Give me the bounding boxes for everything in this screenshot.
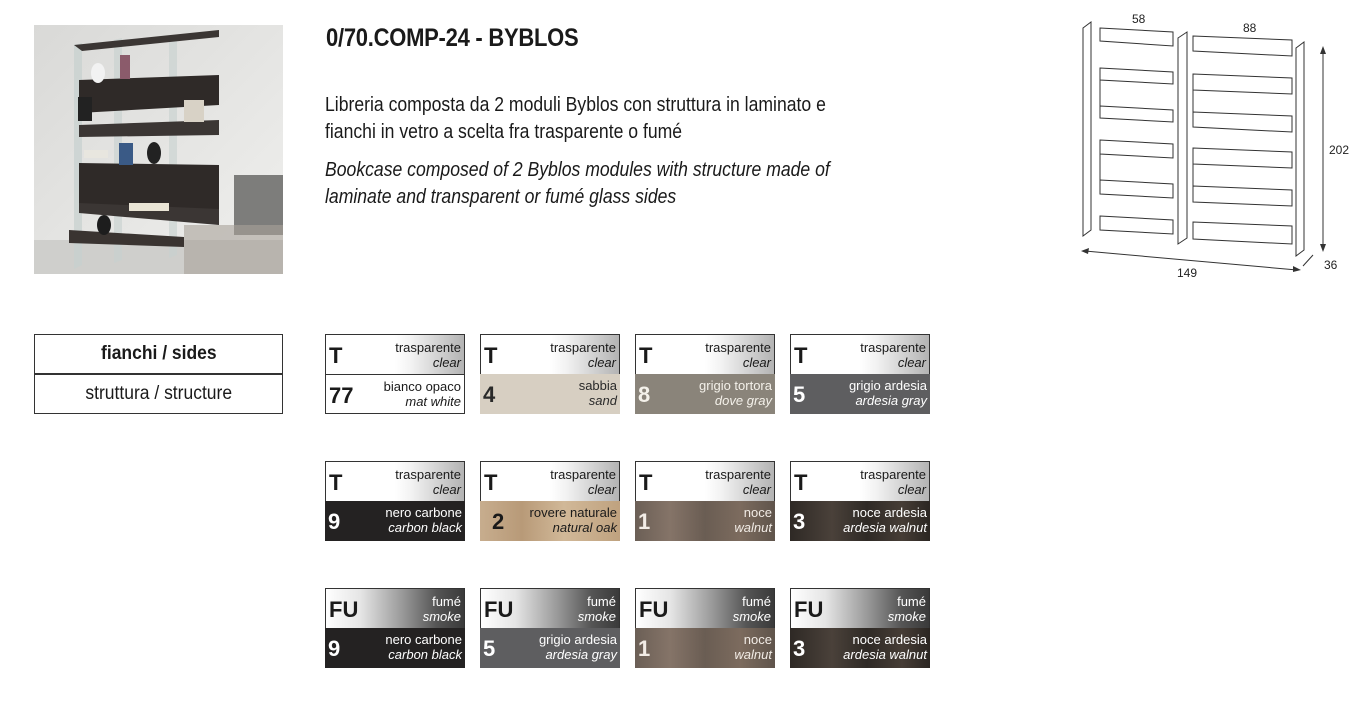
- structure-label-it: sabbia: [578, 378, 617, 393]
- structure-finish-walnut: [635, 501, 775, 541]
- structure-code: 4: [483, 382, 496, 407]
- side-label-en: clear: [897, 355, 926, 370]
- side-finish-clear: [480, 461, 620, 501]
- side-label-it: trasparente: [860, 467, 926, 482]
- structure-label: [385, 505, 462, 535]
- structure-code: 8: [638, 382, 651, 407]
- legend-structure-label: struttura / structure: [85, 383, 232, 404]
- side-code: T: [484, 470, 498, 495]
- side-label: [888, 594, 926, 624]
- structure-label-it: nero carbone: [385, 505, 462, 520]
- structure-label-en: natural oak: [552, 520, 617, 535]
- swatch-card[interactable]: [790, 334, 930, 414]
- structure-label-en: ardesia walnut: [843, 647, 927, 662]
- structure-label: [734, 505, 772, 535]
- side-label-en: smoke: [732, 609, 771, 624]
- swatch-card[interactable]: [635, 588, 775, 668]
- side-label-it: trasparente: [705, 340, 771, 355]
- side-label-it: trasparente: [705, 467, 771, 482]
- swatch-card[interactable]: [325, 588, 465, 668]
- side-label-en: clear: [432, 355, 461, 370]
- structure-code: 9: [328, 509, 341, 534]
- legend-structure: [34, 374, 283, 414]
- dimension-width-left: 58: [1132, 12, 1146, 26]
- swatch-card[interactable]: [790, 461, 930, 541]
- structure-finish-mat-white: [325, 374, 465, 414]
- structure-finish-ardesia-walnut: [790, 501, 930, 541]
- structure-code: 3: [793, 636, 806, 661]
- structure-finish-carbon-black: [325, 628, 465, 668]
- structure-label-it: bianco opaco: [383, 379, 461, 394]
- product-title: 0/70.COMP-24 - BYBLOS: [326, 24, 579, 52]
- structure-label-it: nero carbone: [385, 632, 462, 647]
- side-finish-smoke: [635, 588, 775, 628]
- side-label: [860, 467, 926, 497]
- structure-label: [734, 632, 772, 662]
- side-label-en: clear: [587, 482, 616, 497]
- side-label-en: smoke: [577, 609, 616, 624]
- structure-finish-natural-oak: [480, 501, 620, 541]
- side-code: T: [639, 343, 653, 368]
- side-label: [395, 340, 461, 370]
- structure-code: 9: [328, 636, 341, 661]
- structure-label-en: walnut: [734, 520, 772, 535]
- side-finish-clear: [790, 461, 930, 501]
- structure-code: 5: [793, 382, 806, 407]
- structure-label-en: ardesia gray: [545, 647, 617, 662]
- side-label: [423, 594, 461, 624]
- structure-label: [843, 632, 927, 662]
- dimension-height: 202: [1329, 143, 1350, 157]
- dimension-total-width: 149: [1177, 266, 1198, 280]
- swatch-card[interactable]: [635, 461, 775, 541]
- side-code: FU: [329, 597, 359, 622]
- side-label: [860, 340, 926, 370]
- side-label-en: smoke: [887, 609, 926, 624]
- structure-finish-ardesia-gray: [790, 374, 930, 414]
- structure-label-it: noce: [743, 632, 772, 647]
- side-label: [578, 594, 616, 624]
- structure-finish-walnut: [635, 628, 775, 668]
- dimension-drawing: [1075, 8, 1367, 288]
- side-code: T: [794, 470, 808, 495]
- side-label: [733, 594, 771, 624]
- side-label-en: clear: [432, 482, 461, 497]
- side-label: [705, 340, 771, 370]
- structure-label: [849, 378, 927, 408]
- structure-code: 2: [492, 509, 505, 534]
- side-label-it: fumé: [742, 594, 771, 609]
- side-code: FU: [484, 597, 514, 622]
- side-finish-clear: [790, 334, 930, 374]
- side-label: [550, 340, 616, 370]
- structure-label-it: rovere naturale: [529, 505, 617, 520]
- structure-label: [539, 632, 617, 662]
- structure-label-it: noce ardesia: [852, 632, 927, 647]
- side-label-it: trasparente: [550, 467, 616, 482]
- side-label-it: trasparente: [395, 340, 461, 355]
- dimension-depth: 36: [1324, 258, 1338, 272]
- structure-label: [384, 379, 461, 409]
- structure-label: [385, 632, 462, 662]
- structure-label: [699, 378, 772, 408]
- bookcase-photo-illustration: [34, 25, 283, 274]
- side-label-en: clear: [587, 355, 616, 370]
- structure-label-en: dove gray: [714, 393, 772, 408]
- structure-label-it: grigio tortora: [699, 378, 772, 393]
- side-label: [705, 467, 771, 497]
- structure-label-it: noce ardesia: [852, 505, 927, 520]
- side-label-it: fumé: [897, 594, 926, 609]
- side-code: T: [329, 470, 343, 495]
- structure-finish-dove-gray: [635, 374, 775, 414]
- side-label-it: fumé: [432, 594, 461, 609]
- side-label: [395, 467, 461, 497]
- side-finish-clear: [325, 334, 465, 374]
- dimension-width-right: 88: [1243, 21, 1257, 35]
- side-finish-clear: [480, 334, 620, 374]
- side-code: T: [639, 470, 653, 495]
- side-label-en: clear: [897, 482, 926, 497]
- structure-code: 1: [638, 509, 651, 534]
- side-label-it: fumé: [587, 594, 616, 609]
- side-code: FU: [639, 597, 669, 622]
- structure-label-en: carbon black: [388, 647, 462, 662]
- structure-label: [843, 505, 927, 535]
- structure-label-it: grigio ardesia: [848, 378, 927, 393]
- side-label-en: clear: [742, 482, 771, 497]
- swatch-card[interactable]: [480, 334, 620, 414]
- structure-label: [530, 505, 617, 535]
- structure-label-it: grigio ardesia: [538, 632, 617, 647]
- structure-label-it: noce: [743, 505, 772, 520]
- structure-label-en: ardesia walnut: [843, 520, 927, 535]
- side-finish-clear: [325, 461, 465, 501]
- swatch-card[interactable]: [480, 588, 620, 668]
- side-label-en: smoke: [422, 609, 461, 624]
- structure-label-en: carbon black: [388, 520, 462, 535]
- swatch-card[interactable]: [325, 461, 465, 541]
- structure-code: 1: [638, 636, 651, 661]
- legend-sides: [34, 334, 283, 374]
- swatch-card[interactable]: [325, 334, 465, 414]
- structure-label-en: sand: [588, 393, 617, 408]
- side-finish-clear: [635, 461, 775, 501]
- side-label-it: trasparente: [395, 467, 461, 482]
- side-finish-smoke: [325, 588, 465, 628]
- description-english: Bookcase composed of 2 Byblos modules with structure made of laminate and transparent or fumé glass sides: [325, 159, 830, 208]
- structure-finish-ardesia-gray: [480, 628, 620, 668]
- structure-label-en: mat white: [405, 394, 461, 409]
- side-label-en: clear: [742, 355, 771, 370]
- swatch-card[interactable]: [635, 334, 775, 414]
- structure-label-en: ardesia gray: [855, 393, 927, 408]
- structure-code: 77: [329, 383, 354, 408]
- structure-label-en: walnut: [734, 647, 772, 662]
- side-code: T: [329, 343, 343, 368]
- structure-label: [579, 378, 617, 408]
- side-code: T: [794, 343, 808, 368]
- side-finish-clear: [635, 334, 775, 374]
- side-finish-smoke: [790, 588, 930, 628]
- side-label-it: trasparente: [550, 340, 616, 355]
- legend-sides-label: fianchi / sides: [100, 343, 217, 364]
- structure-finish-ardesia-walnut: [790, 628, 930, 668]
- side-finish-smoke: [480, 588, 620, 628]
- swatch-card[interactable]: [480, 461, 620, 541]
- side-label: [550, 467, 616, 497]
- product-photo: [34, 25, 283, 274]
- swatch-card[interactable]: [790, 588, 930, 668]
- structure-code: 5: [483, 636, 496, 661]
- side-code: FU: [794, 597, 824, 622]
- structure-finish-sand: [480, 374, 620, 414]
- structure-code: 3: [793, 509, 806, 534]
- side-label-it: trasparente: [860, 340, 926, 355]
- side-code: T: [484, 343, 498, 368]
- description-italian: Libreria composta da 2 moduli Byblos con struttura in laminato e fianchi in vetro a scelta fra trasparente o fumé: [325, 94, 826, 143]
- structure-finish-carbon-black: [325, 501, 465, 541]
